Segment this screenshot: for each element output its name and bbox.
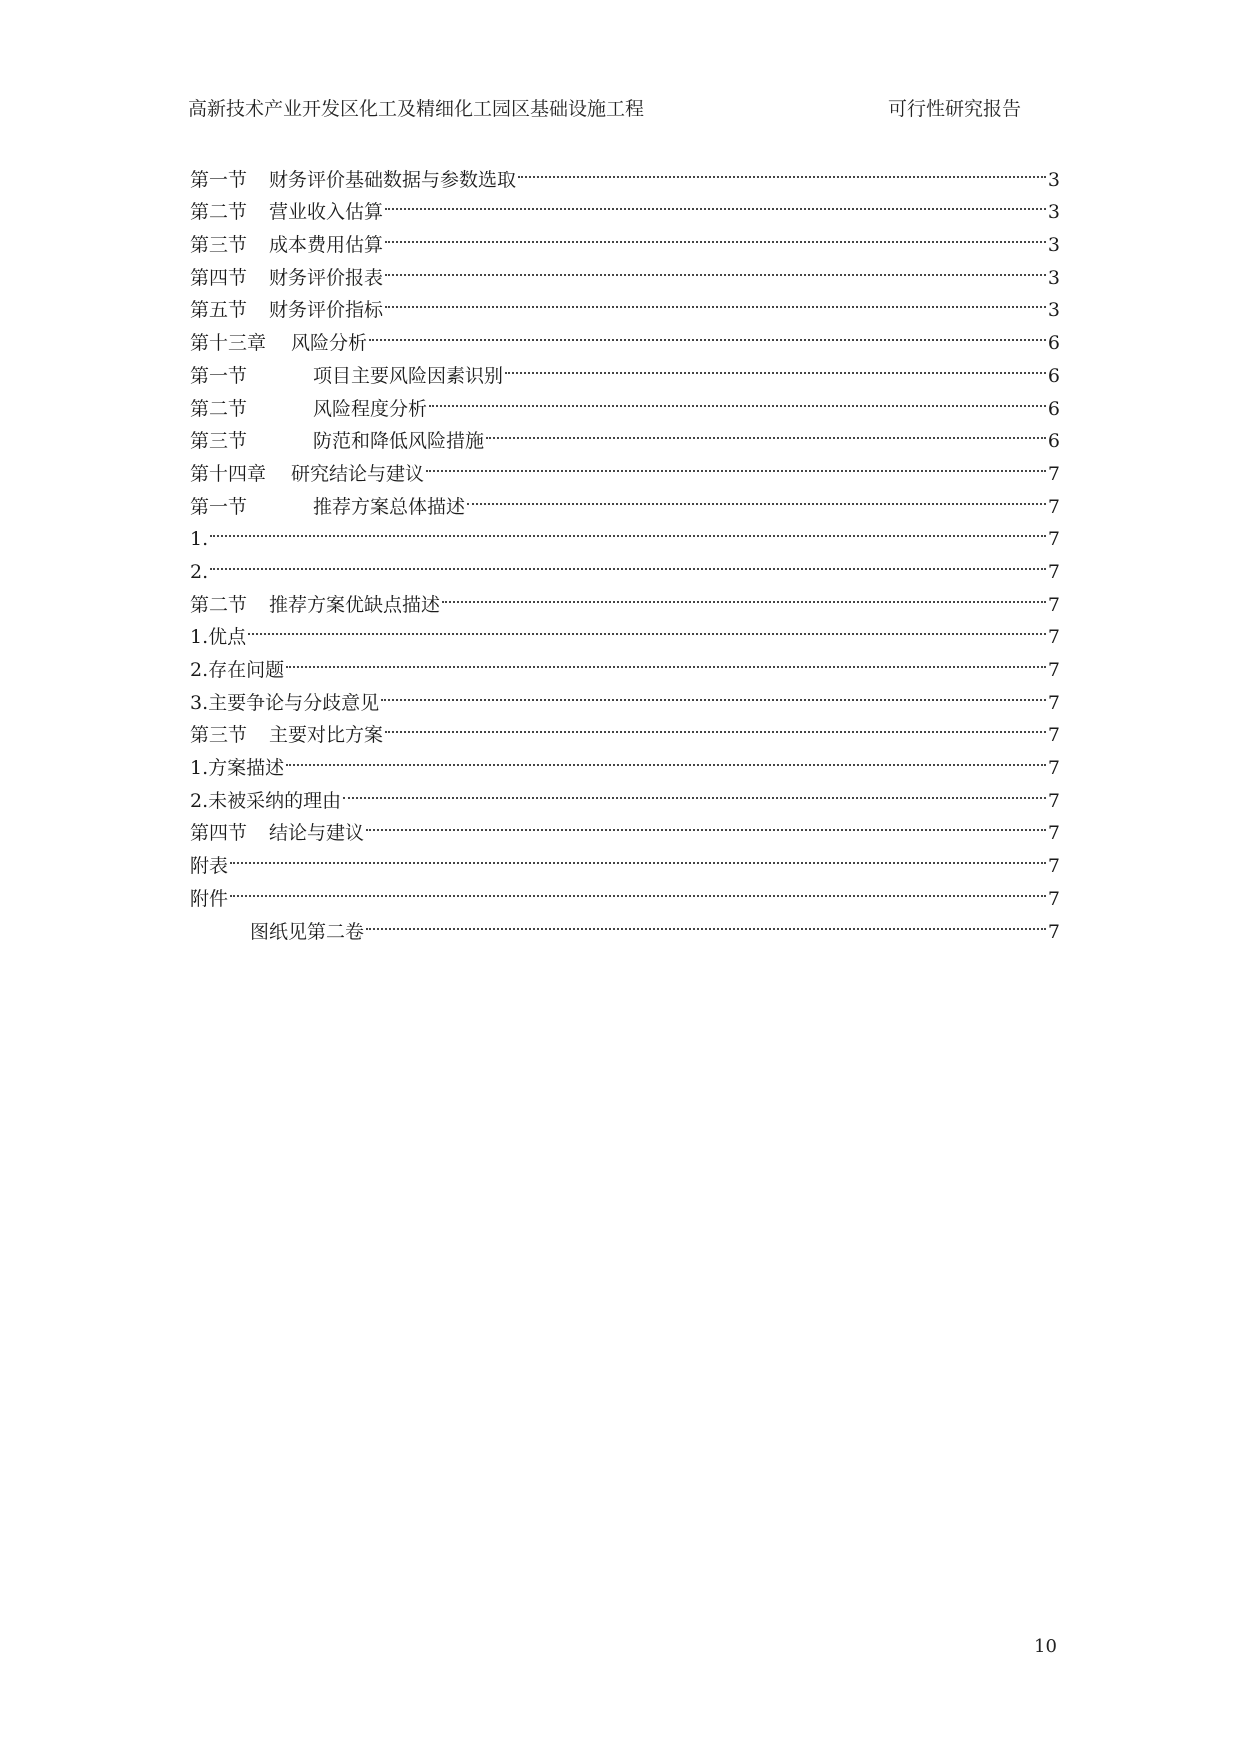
toc-dot-leader: [486, 415, 1046, 448]
toc-entry[interactable]: [190, 153, 1060, 191]
toc-dot-leader: [385, 284, 1046, 317]
toc-dot-leader: [286, 741, 1046, 774]
toc-entry-title: 未被采纳的理由: [208, 789, 342, 812]
toc-entry-title: 推荐方案总体描述: [313, 495, 466, 518]
toc-dot-leader: [381, 676, 1046, 709]
toc-entry-label: [190, 458, 424, 491]
toc-entry-page: 7: [1047, 462, 1060, 485]
toc-entry-title: 存在问题: [208, 659, 285, 681]
toc-entry-page: 7: [1047, 659, 1060, 681]
toc-entry-number: 1.: [190, 626, 209, 649]
toc-entry-page: 3: [1047, 201, 1060, 224]
toc-entry-label: [190, 687, 379, 720]
toc-entry-title: 财务评价指标: [269, 299, 384, 322]
toc-entry-number: 第一节: [190, 495, 248, 518]
toc-entry-title: 防范和降低风险措施: [313, 430, 485, 453]
toc-entry[interactable]: [190, 774, 1060, 812]
toc-entry-number: 第四节: [190, 266, 248, 289]
toc-dot-leader: [366, 905, 1046, 938]
toc-entry-title: 图纸见第二卷: [250, 920, 365, 943]
toc-entry-label: [190, 523, 208, 556]
toc-dot-leader: [366, 807, 1046, 840]
toc-entry-number: 第五节: [190, 299, 248, 322]
toc-entry-page: 7: [1047, 855, 1060, 878]
toc-entry[interactable]: [190, 905, 1060, 943]
toc-entry-title: 财务评价基础数据与参数选取: [269, 168, 517, 191]
toc-entry-page: 7: [1047, 593, 1060, 616]
toc-entry-label: [190, 752, 284, 785]
toc-entry-label: [190, 621, 246, 654]
toc-dot-leader: [286, 643, 1046, 676]
toc-entry-page: 6: [1047, 397, 1060, 420]
toc-entry-number: 第三节: [190, 234, 248, 257]
toc-entry-number: 3.: [190, 691, 209, 714]
toc-entry-page: 7: [1047, 887, 1060, 910]
toc-entry-title: 风险程度分析: [313, 397, 428, 420]
toc-dot-leader: [442, 578, 1046, 611]
header-document-type: 可行性研究报告: [888, 98, 1022, 120]
toc-dot-leader: [518, 153, 1046, 186]
toc-entry-label: [190, 785, 341, 818]
toc-dot-leader: [467, 480, 1046, 513]
toc-entry-number: 第三节: [190, 724, 248, 747]
toc-entry-page: 3: [1047, 168, 1060, 191]
toc-entry-page: 7: [1047, 724, 1060, 747]
toc-entry-title: 项目主要风险因素识别: [313, 364, 504, 387]
toc-entry-page: 6: [1047, 332, 1060, 355]
toc-dot-leader: [230, 872, 1046, 905]
toc-entry-number: 第三节: [190, 430, 248, 453]
toc-entry-page: 3: [1047, 266, 1060, 289]
toc-dot-leader: [385, 186, 1046, 219]
toc-entry-title: 结论与建议: [269, 822, 365, 845]
toc-entry-title: 方案描述: [208, 757, 285, 780]
toc-entry-title: 主要争论与分歧意见: [208, 691, 380, 714]
toc-entry-number: 2.: [190, 789, 209, 812]
table-of-contents: [190, 153, 1060, 943]
toc-entry-title: 推荐方案优缺点描述: [269, 593, 441, 616]
toc-entry-page: 7: [1047, 920, 1060, 943]
toc-entry-label: [190, 556, 208, 589]
toc-dot-leader: [369, 316, 1046, 349]
toc-entry-number: 第十四章: [190, 462, 267, 485]
toc-entry-page: 3: [1047, 234, 1060, 257]
toc-dot-leader: [426, 447, 1046, 480]
toc-entry-number: 第一节: [190, 168, 248, 191]
toc-entry-number: 2.: [190, 560, 209, 583]
toc-entry-label: [190, 327, 367, 360]
toc-dot-leader: [385, 251, 1046, 284]
toc-entry[interactable]: [190, 643, 1060, 681]
toc-entry[interactable]: [190, 578, 1060, 616]
toc-dot-leader: [429, 382, 1046, 415]
toc-entry-page: 7: [1047, 528, 1060, 551]
toc-dot-leader: [343, 774, 1046, 807]
toc-dot-leader: [210, 513, 1046, 546]
toc-dot-leader: [385, 709, 1046, 742]
toc-entry-page: 6: [1047, 364, 1060, 387]
toc-entry-label: [190, 850, 228, 883]
toc-entry[interactable]: [190, 676, 1060, 714]
toc-entry-number: 第四节: [190, 822, 248, 845]
toc-entry[interactable]: [190, 839, 1060, 878]
toc-entry-title: 风险分析: [291, 332, 368, 355]
toc-entry-label: [190, 294, 383, 327]
toc-dot-leader: [248, 611, 1046, 644]
toc-entry-title: 优点: [208, 626, 247, 649]
toc-entry-number: 1.: [190, 757, 209, 780]
toc-dot-leader: [385, 218, 1046, 251]
toc-entry-label: [250, 916, 364, 949]
toc-entry-title: 附表: [190, 855, 229, 878]
toc-entry-page: 7: [1047, 822, 1060, 845]
toc-entry-page: 6: [1047, 430, 1060, 453]
toc-entry-label: [190, 262, 383, 295]
toc-entry-title: 主要对比方案: [269, 724, 384, 747]
toc-entry-page: 7: [1047, 757, 1060, 780]
toc-entry[interactable]: [190, 611, 1060, 649]
toc-entry-title: 研究结论与建议: [291, 462, 425, 485]
toc-entry-label: [190, 229, 383, 262]
toc-entry-page: 3: [1047, 299, 1060, 322]
toc-entry-title: 成本费用估算: [269, 234, 384, 257]
toc-entry-label: [190, 654, 284, 687]
toc-entry-number: 第二节: [190, 593, 248, 616]
toc-dot-leader: [210, 545, 1046, 578]
toc-entry-number: 2.: [190, 659, 209, 681]
toc-dot-leader: [230, 839, 1046, 872]
header-project-title: 高新技术产业开发区化工及精细化工园区基础设施工程: [188, 98, 645, 120]
toc-entry[interactable]: [190, 545, 1060, 583]
toc-entry-label: [190, 196, 383, 229]
toc-entry-number: 第十三章: [190, 332, 267, 355]
toc-entry-page: 7: [1047, 560, 1060, 583]
toc-entry-title: 财务评价报表: [269, 266, 384, 289]
toc-entry-page: 7: [1047, 789, 1060, 812]
toc-entry-number: 1.: [190, 528, 209, 551]
toc-entry-page: 7: [1047, 626, 1060, 649]
toc-entry-label: [190, 393, 427, 426]
toc-entry-page: 7: [1047, 495, 1060, 518]
toc-entry-title: 附件: [190, 887, 229, 910]
toc-entry-number: 第二节: [190, 397, 248, 420]
toc-dot-leader: [505, 349, 1046, 382]
page-number: 10: [1034, 1636, 1057, 1657]
toc-entry[interactable]: [190, 872, 1060, 910]
toc-entry-title: 营业收入估算: [269, 201, 384, 224]
toc-entry[interactable]: [190, 513, 1060, 551]
toc-entry-label: [190, 883, 228, 916]
page-header: [188, 94, 1023, 124]
toc-entry-number: 第二节: [190, 201, 248, 224]
toc-entry-page: 7: [1047, 691, 1060, 714]
toc-entry-number: 第一节: [190, 364, 248, 387]
toc-entry[interactable]: [190, 741, 1060, 780]
